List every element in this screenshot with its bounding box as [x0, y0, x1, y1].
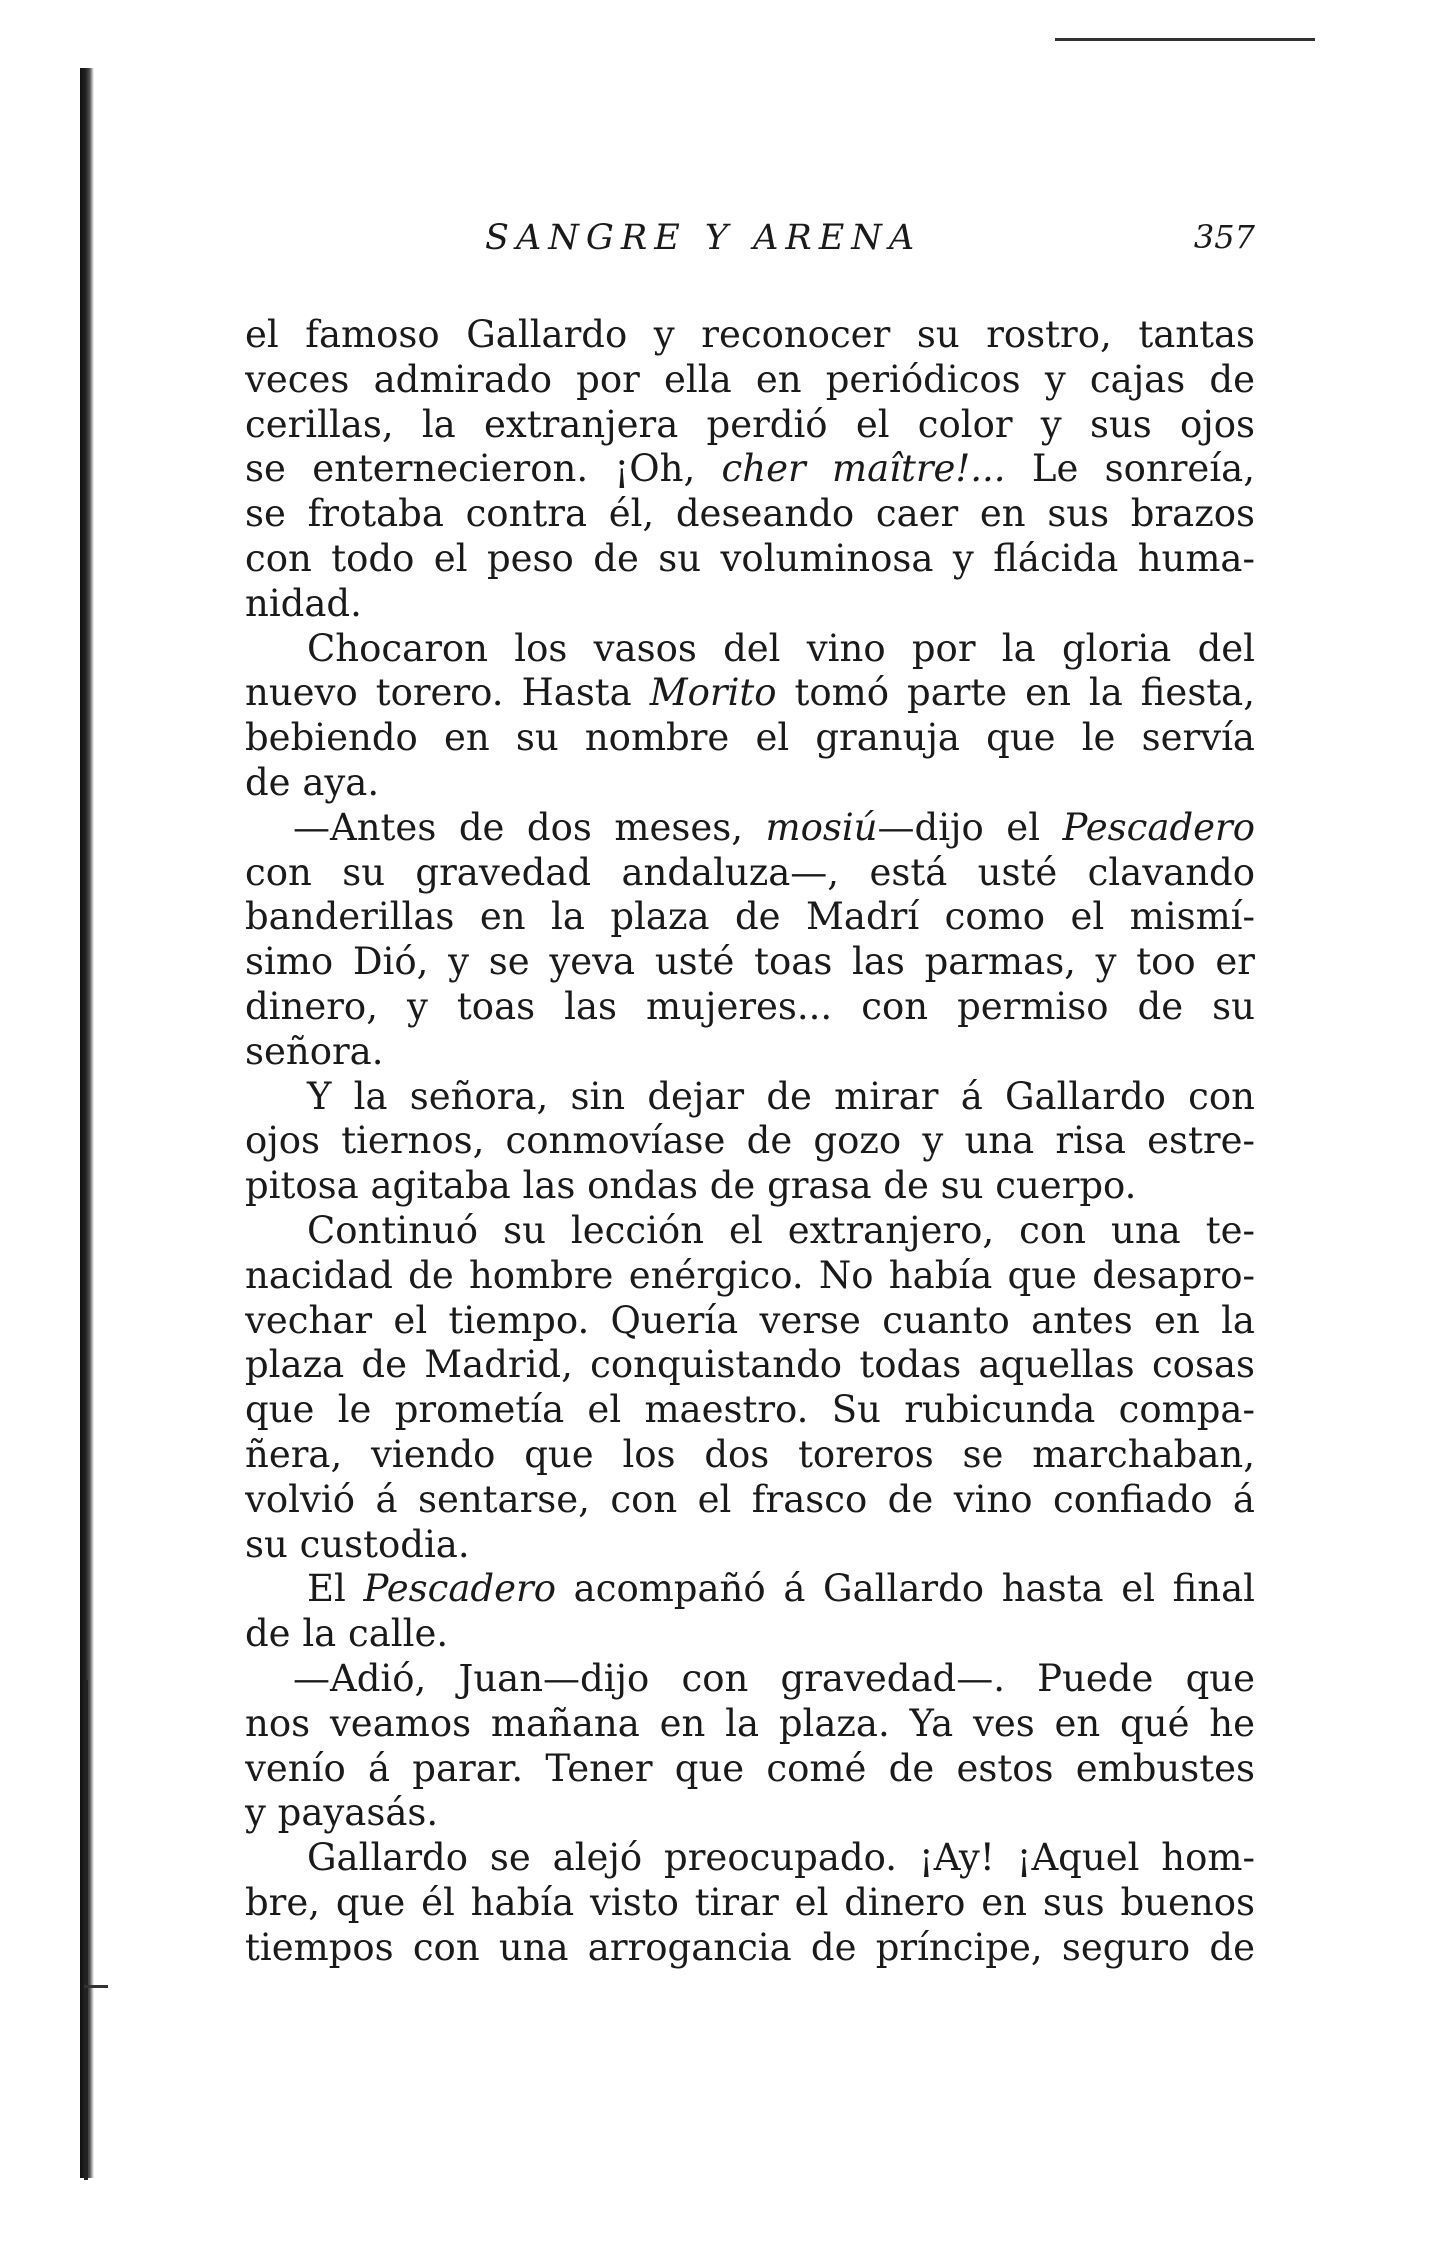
text-line [245, 447, 1255, 492]
text-line [245, 1747, 1255, 1792]
body-text [245, 313, 1255, 1970]
text-segment: —Antes de dos meses, [293, 805, 766, 849]
text-line [245, 1612, 1255, 1657]
text-line [245, 313, 1255, 358]
text-segment: veces admirado por ella en periódicos y cajas de [245, 357, 1255, 401]
text-segment: nuevo torero. Hasta [245, 671, 650, 715]
text-segment: acompañó á Gallardo hasta el final [555, 1567, 1255, 1611]
text-line [245, 537, 1255, 582]
text-segment: ojos tiernos, conmovíase de gozo y una risa estre- [245, 1119, 1255, 1163]
text-line [245, 1433, 1255, 1478]
italic-text: mosiú [765, 805, 878, 849]
page-header [245, 218, 1255, 268]
binding-edge-lower [84, 1680, 88, 2180]
text-segment: nacidad de hombre enérgico. No había que desapro- [245, 1253, 1255, 1297]
italic-text: cher maître!... [721, 447, 1006, 491]
italic-text: Pescadero [363, 1567, 556, 1611]
text-segment: nidad. [245, 581, 362, 625]
text-segment: —dijo el [877, 805, 1063, 849]
text-segment: Chocaron los vasos del vino por la gloria del [307, 626, 1255, 670]
text-segment: volvió á sentarse, con el frasco de vino confiado á [245, 1477, 1255, 1521]
text-line [245, 716, 1255, 761]
text-segment: con todo el peso de su voluminosa y flácida huma- [245, 536, 1255, 580]
text-segment: El [307, 1567, 364, 1611]
text-segment: Continuó su lección el extranjero, con una te- [307, 1208, 1255, 1252]
running-title: SANGRE Y ARENA [485, 218, 922, 258]
text-line [245, 1523, 1255, 1568]
text-line [245, 1388, 1255, 1433]
text-line [245, 1657, 1255, 1702]
text-line [245, 1926, 1255, 1971]
text-segment: de aya. [245, 760, 380, 804]
text-line [245, 358, 1255, 403]
text-line [245, 627, 1255, 672]
text-line [245, 1478, 1255, 1523]
text-segment: se frotaba contra él, deseando caer en sus brazos [245, 492, 1255, 536]
text-segment: vechar el tiempo. Quería verse cuanto antes en la [245, 1298, 1255, 1342]
text-line [245, 1119, 1255, 1164]
text-segment: bre, que él había visto tirar el dinero en sus buenos [245, 1880, 1255, 1924]
text-segment: tomó parte en la fiesta, [776, 671, 1255, 715]
text-line [245, 1836, 1255, 1881]
text-line [245, 895, 1255, 940]
text-line [245, 1164, 1255, 1209]
text-line [245, 761, 1255, 806]
text-segment: de la calle. [245, 1612, 449, 1656]
text-line [245, 1343, 1255, 1388]
text-segment: Gallardo se alejó preocupado. ¡Ay! ¡Aquel hom- [307, 1836, 1255, 1880]
text-segment: con su gravedad andaluza—, está usté clavando [245, 850, 1255, 894]
text-line [245, 582, 1255, 627]
text-line [245, 403, 1255, 448]
text-line [245, 985, 1255, 1030]
text-segment: tiempos con una arrogancia de príncipe, seguro de [245, 1925, 1255, 1969]
text-segment: Y la señora, sin dejar de mirar á Gallardo con [307, 1074, 1255, 1118]
text-line [245, 492, 1255, 537]
text-line [245, 806, 1255, 851]
text-segment: simo Dió, y se yeva usté toas las parmas, y too er [245, 940, 1255, 984]
text-line [245, 1567, 1255, 1612]
italic-text: Pescadero [1062, 805, 1255, 849]
italic-text: Morito [649, 671, 777, 715]
text-segment: dinero, y toas las mujeres... con permiso de su [245, 984, 1255, 1028]
text-segment: pitosa agitaba las ondas de grasa de su cuerpo. [245, 1164, 1137, 1208]
text-line [245, 1209, 1255, 1254]
text-segment: cerillas, la extranjera perdió el color y sus ojos [245, 402, 1255, 446]
text-segment: bebiendo en su nombre el granuja que le servía [245, 716, 1255, 760]
text-segment: que le prometía el maestro. Su rubicunda compa- [245, 1388, 1255, 1432]
text-line [245, 1030, 1255, 1075]
text-segment: se enternecieron. ¡Oh, [245, 447, 722, 491]
text-line [245, 1791, 1255, 1836]
text-segment: nos veamos mañana en la plaza. Ya ves en qué he [245, 1701, 1255, 1745]
text-line [245, 1299, 1255, 1344]
text-line [245, 1702, 1255, 1747]
text-segment: ñera, viendo que los dos toreros se marchaban, [245, 1432, 1255, 1476]
text-segment: el famoso Gallardo y reconocer su rostro, tantas [245, 313, 1255, 356]
text-line [245, 851, 1255, 896]
text-segment: banderillas en la plaza de Madrí como el mismí- [245, 895, 1255, 939]
text-segment: y payasás. [245, 1791, 439, 1835]
page-number: 357 [1193, 218, 1255, 256]
text-segment: Le sonreía, [1005, 447, 1255, 491]
top-rule [1055, 38, 1315, 41]
text-segment: señora. [245, 1029, 384, 1073]
text-line [245, 671, 1255, 716]
text-line [245, 940, 1255, 985]
binding-mark [84, 1985, 108, 1988]
text-segment: plaza de Madrid, conquistando todas aquellas cosas [245, 1343, 1255, 1387]
text-segment: su custodia. [245, 1522, 470, 1566]
text-line [245, 1881, 1255, 1926]
text-line [245, 1254, 1255, 1299]
text-segment: venío á parar. Tener que comé de estos embustes [245, 1746, 1255, 1790]
text-segment: —Adió, Juan—dijo con gravedad—. Puede que [293, 1656, 1255, 1700]
text-line [245, 1075, 1255, 1120]
